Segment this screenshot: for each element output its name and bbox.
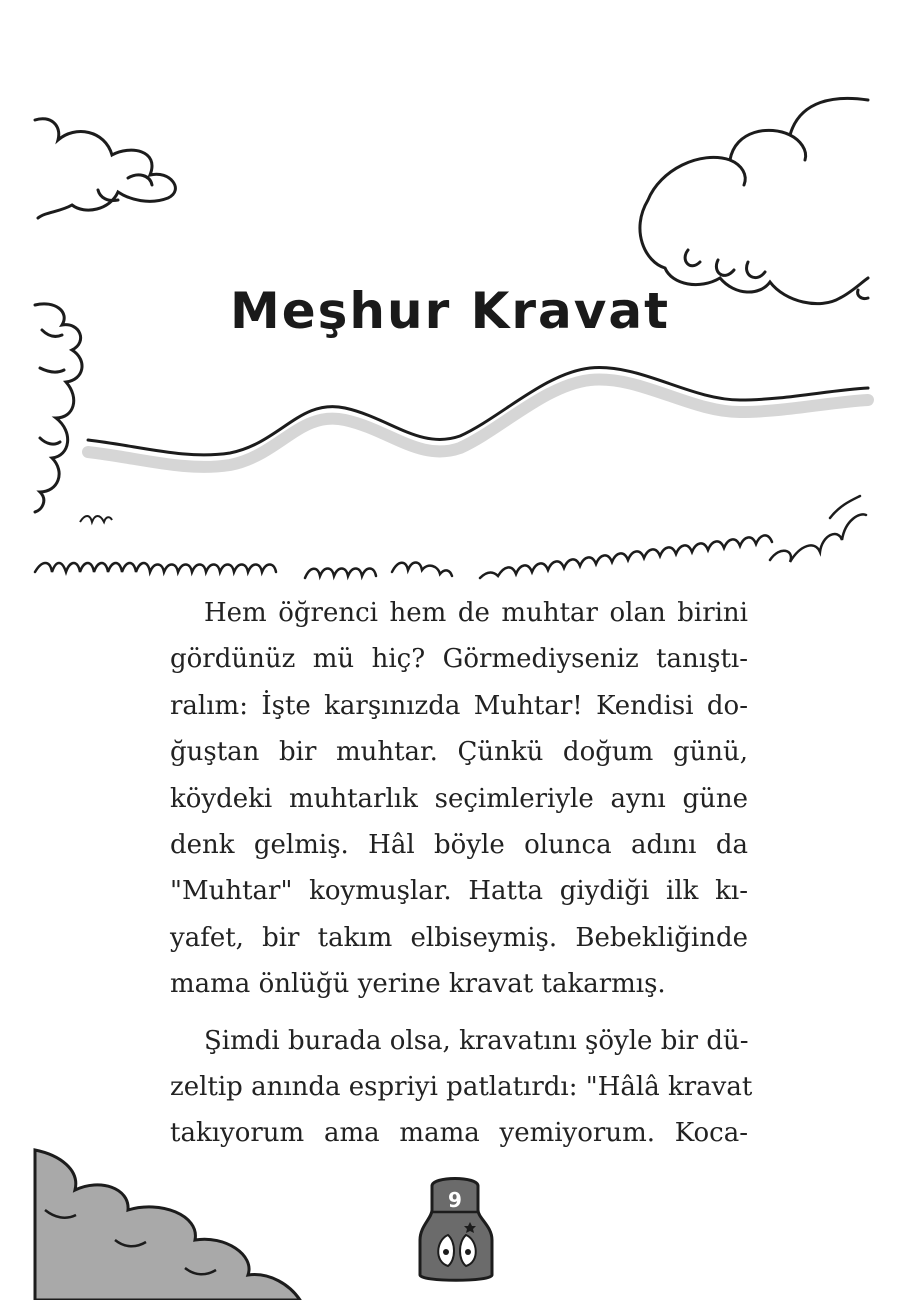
grass-icon (35, 563, 276, 572)
paragraph (170, 590, 748, 1008)
chapter-body (170, 590, 753, 1167)
hill-icon (88, 368, 868, 467)
text-line: Şimdi burada olsa, kravatını şöyle bir dü- (204, 1025, 749, 1056)
cloud-icon (35, 119, 175, 218)
text-line: gördünüz mü hiç? Görmediyseniz tanıştı- (170, 644, 748, 675)
text-line: ralım: İşte karşınızda Muhtar! Kendisi do- (170, 690, 748, 721)
grass-icon (770, 496, 866, 562)
text-line: mama önlüğü yerine kravat takarmış. (170, 969, 666, 1000)
cloud-icon (35, 1150, 300, 1300)
text-line: ğuştan bir muhtar. Çünkü doğum günü, (170, 737, 748, 768)
paragraph (170, 1018, 753, 1157)
grass-icon (480, 535, 772, 578)
text-line: takıyorum ama mama yemiyorum. Koca- (170, 1118, 748, 1149)
text-line: Hem öğrenci hem de muhtar olan birini (204, 598, 748, 628)
text-line: köydeki muhtarlık seçimleriyle aynı güne (170, 783, 748, 814)
cloud-icon (640, 98, 868, 303)
text-line: zeltip anında espriyi patlatırdı: "Hâlâ kravat (170, 1072, 753, 1103)
text-line: denk gelmiş. Hâl böyle olunca adını da (170, 830, 748, 861)
text-line: yafet, bir takım elbiseymiş. Bebekliğinde (170, 922, 748, 953)
grass-icon (80, 516, 112, 522)
chapter-title: Meşhur Kravat (229, 282, 671, 340)
grass-icon (305, 563, 452, 579)
page-number: 9 (448, 1188, 462, 1212)
text-line: "Muhtar" koymuşlar. Hatta giydiği ilk kı- (170, 876, 748, 907)
